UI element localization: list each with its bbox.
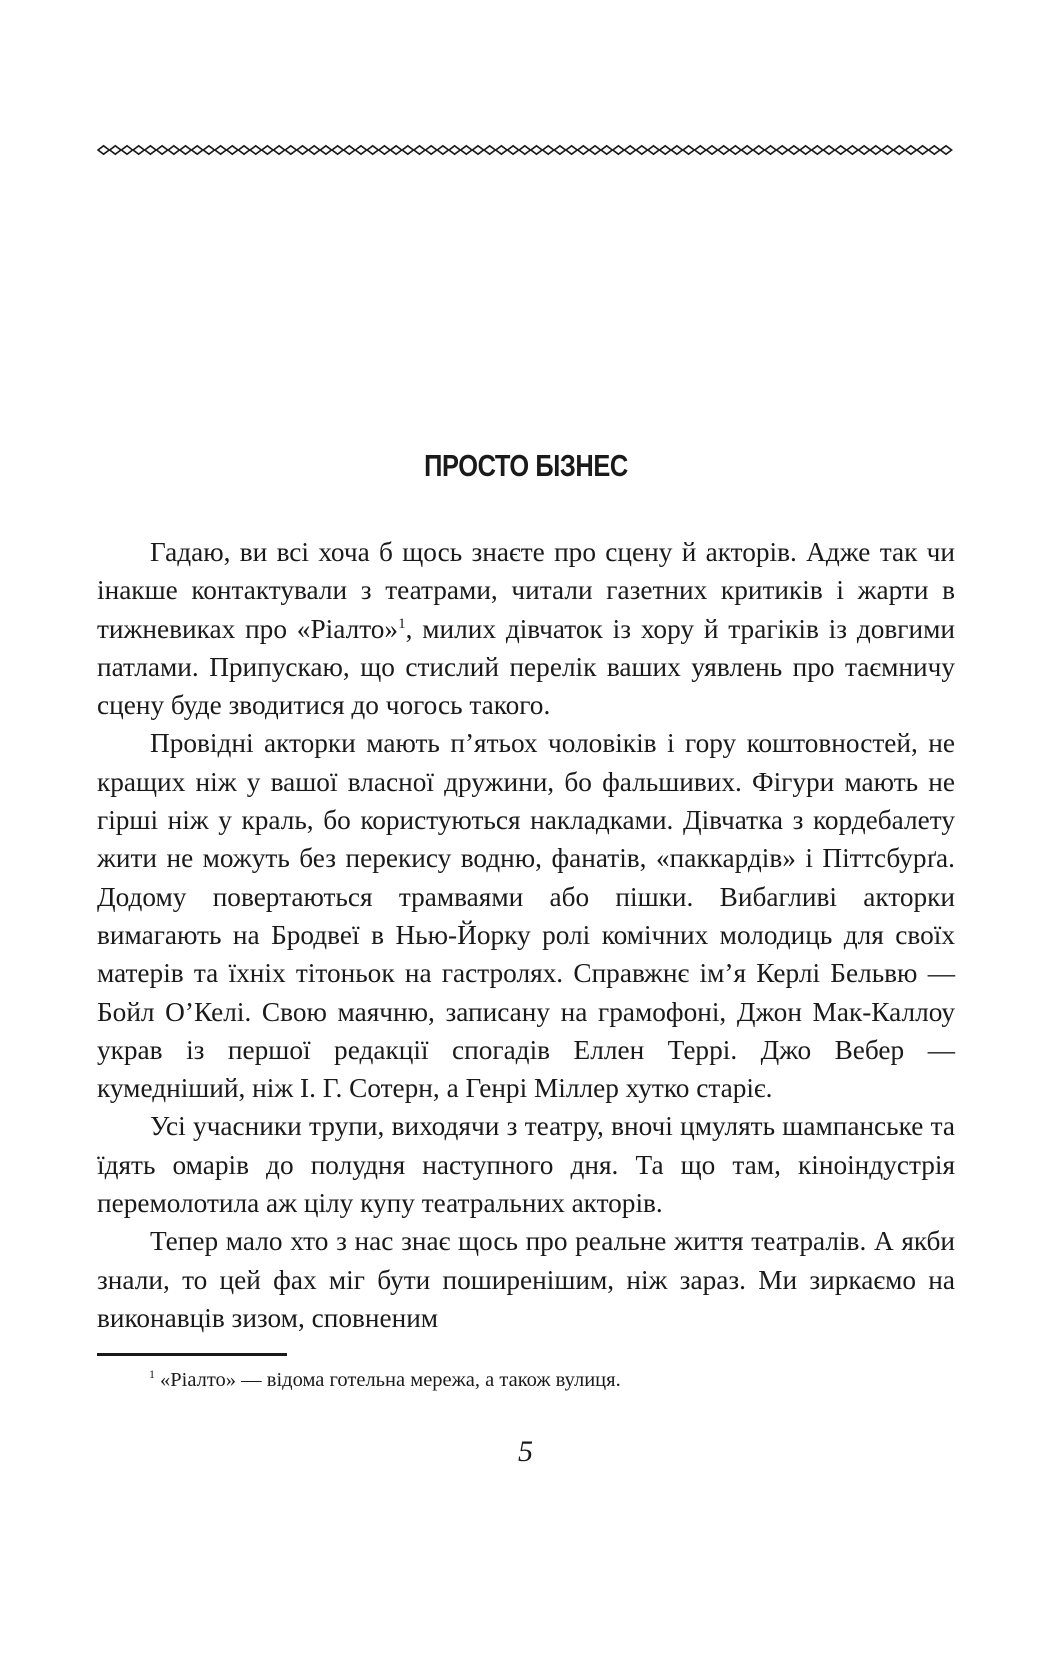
ornament-diamond [823, 146, 834, 154]
ornament-diamond [484, 146, 495, 154]
ornament-diamond [847, 146, 858, 154]
ornament-diamond [145, 146, 156, 154]
ornament-diamond [800, 146, 811, 154]
paragraph: Тепер мало хто з нас знає щось про реальне життя театралів. А якби знали, то цей фах міг бути поширенішим, ніж зараз. Ми зиркаємо на виконавців зизом, сповненим [97, 1226, 955, 1333]
ornament-diamond [133, 146, 144, 154]
ornament-diamond [765, 146, 776, 154]
ornament-diamond [859, 146, 870, 154]
ornament-diamond [98, 146, 109, 154]
ornament-diamond [262, 146, 273, 154]
ornament-diamond [472, 146, 483, 154]
ornament-diamond [367, 146, 378, 154]
ornament-diamond [742, 146, 753, 154]
ornament-diamond [297, 146, 308, 154]
ornament-diamond [543, 146, 554, 154]
ornament-diamond [554, 146, 565, 154]
paragraph: Усі учасники трупи, виходячи з театру, вночі цмулять шампанське та їдять омарів до полудня наступного дня. Та що там, кіноіндустрія перемолотила аж цілу купу театральних акторів. [97, 1111, 955, 1219]
ornament-diamond [157, 146, 168, 154]
ornament-diamond [636, 146, 647, 154]
paragraph-text: Гадаю, ви всі хоча б щось знаєте про сцену й акторів. Адже так чи інакше контактували з театрами, читали газетних критиків і жарти в тижневиках про «Ріалто» [97, 537, 955, 644]
ornament-diamond [753, 146, 764, 154]
paragraph [97, 533, 955, 724]
ornament-diamond [578, 146, 589, 154]
ornament-diamond [894, 146, 905, 154]
ornament-diamond [192, 146, 203, 154]
ornament-diamond [671, 146, 682, 154]
ornament-diamond [812, 146, 823, 154]
ornament-diamond [589, 146, 600, 154]
ornament-diamond [718, 146, 729, 154]
paragraph-text: , милих дівчаток із хору й трагіків із довгими патлами. Припускаю, що стислий перелік ваших уявлень про таємничу сцену буде зводитися до чогось такого. [97, 613, 955, 721]
ornament-diamond [870, 146, 881, 154]
ornament-diamond [882, 146, 893, 154]
ornament-diamond [730, 146, 741, 154]
footnote-text: «Ріалто» — відома готельна мережа, а також вулиця. [160, 1369, 621, 1391]
ornament-diamond [285, 146, 296, 154]
ornament-diamond [274, 146, 285, 154]
ornament-diamond [332, 146, 343, 154]
ornament-diamond [929, 146, 940, 154]
ornament-diamond [613, 146, 624, 154]
ornament-diamond [391, 146, 402, 154]
paragraph: Провідні акторки мають п’ятьох чоловіків і гору коштовностей, не кращих ніж у вашої власної дружини, бо фальшивих. Фігури мають не гірші ніж у краль, бо користуються накладками. Дівчатка з кордебалету жити не можуть без перекису водню, фанатів, «паккардів» і Піттсбурґа. Додому повертаються трамваями або пішки. Вибагливі акторки вимагають на Бродвеї в Нью-Йорку ролі комічних молодиць для своїх матерів та їхніх тітоньок на гастролях. Справжнє ім’я Керлі Бельвю — Бойл О’Келі. Свою маячню, записану на грамофоні, Джон Мак-Каллоу украв із першої редакції спогадів Еллен Террі. Джо Вебер — кумедніший, ніж І. Г. Сотерн, а Генрі Міллер хутко старіє. [97, 728, 955, 1104]
ornament-diamond [777, 146, 788, 154]
ornament-diamond [788, 146, 799, 154]
ornament-diamond [706, 146, 717, 154]
footnote-reference: 1 [398, 615, 406, 632]
ornament-diamond [519, 146, 530, 154]
ornament-diamond [695, 146, 706, 154]
footnote-marker: 1 [149, 1367, 155, 1382]
ornament-diamond [227, 146, 238, 154]
chapter-title: ПРОСТО БІЗНЕС [424, 448, 628, 483]
ornament-diamond [355, 146, 366, 154]
ornament-diamond [835, 146, 846, 154]
ornament-diamond [905, 146, 916, 154]
ornament-diamond [917, 146, 928, 154]
ornament-diamond [379, 146, 390, 154]
ornament-diamond [601, 146, 612, 154]
ornament-diamond [309, 146, 320, 154]
ornament-diamond [203, 146, 214, 154]
ornament-diamond [660, 146, 671, 154]
ornament-diamond [461, 146, 472, 154]
ornament-diamond [496, 146, 507, 154]
ornament-diamond [531, 146, 542, 154]
ornament-diamond [940, 146, 951, 154]
ornament-diamond [449, 146, 460, 154]
footnote-separator [97, 1353, 287, 1356]
ornament-diamond [648, 146, 659, 154]
ornament-diamond [344, 146, 355, 154]
ornament-diamond [683, 146, 694, 154]
ornament-diamond [110, 146, 121, 154]
footnote [149, 1366, 949, 1394]
ornament-diamond [250, 146, 261, 154]
body-text [97, 533, 955, 1337]
ornament-diamond [566, 146, 577, 154]
ornament-diamond [215, 146, 226, 154]
ornament-diamond [168, 146, 179, 154]
ornamental-divider [97, 141, 955, 159]
ornament-diamond [625, 146, 636, 154]
ornament-diamond [320, 146, 331, 154]
ornament-diamond [508, 146, 519, 154]
ornament-diamond [121, 146, 132, 154]
ornament-diamond [238, 146, 249, 154]
ornament-diamond [180, 146, 191, 154]
ornament-diamond [414, 146, 425, 154]
page-number: 5 [518, 1435, 533, 1468]
ornament-diamond [402, 146, 413, 154]
ornament-diamond [426, 146, 437, 154]
ornament-diamond [437, 146, 448, 154]
